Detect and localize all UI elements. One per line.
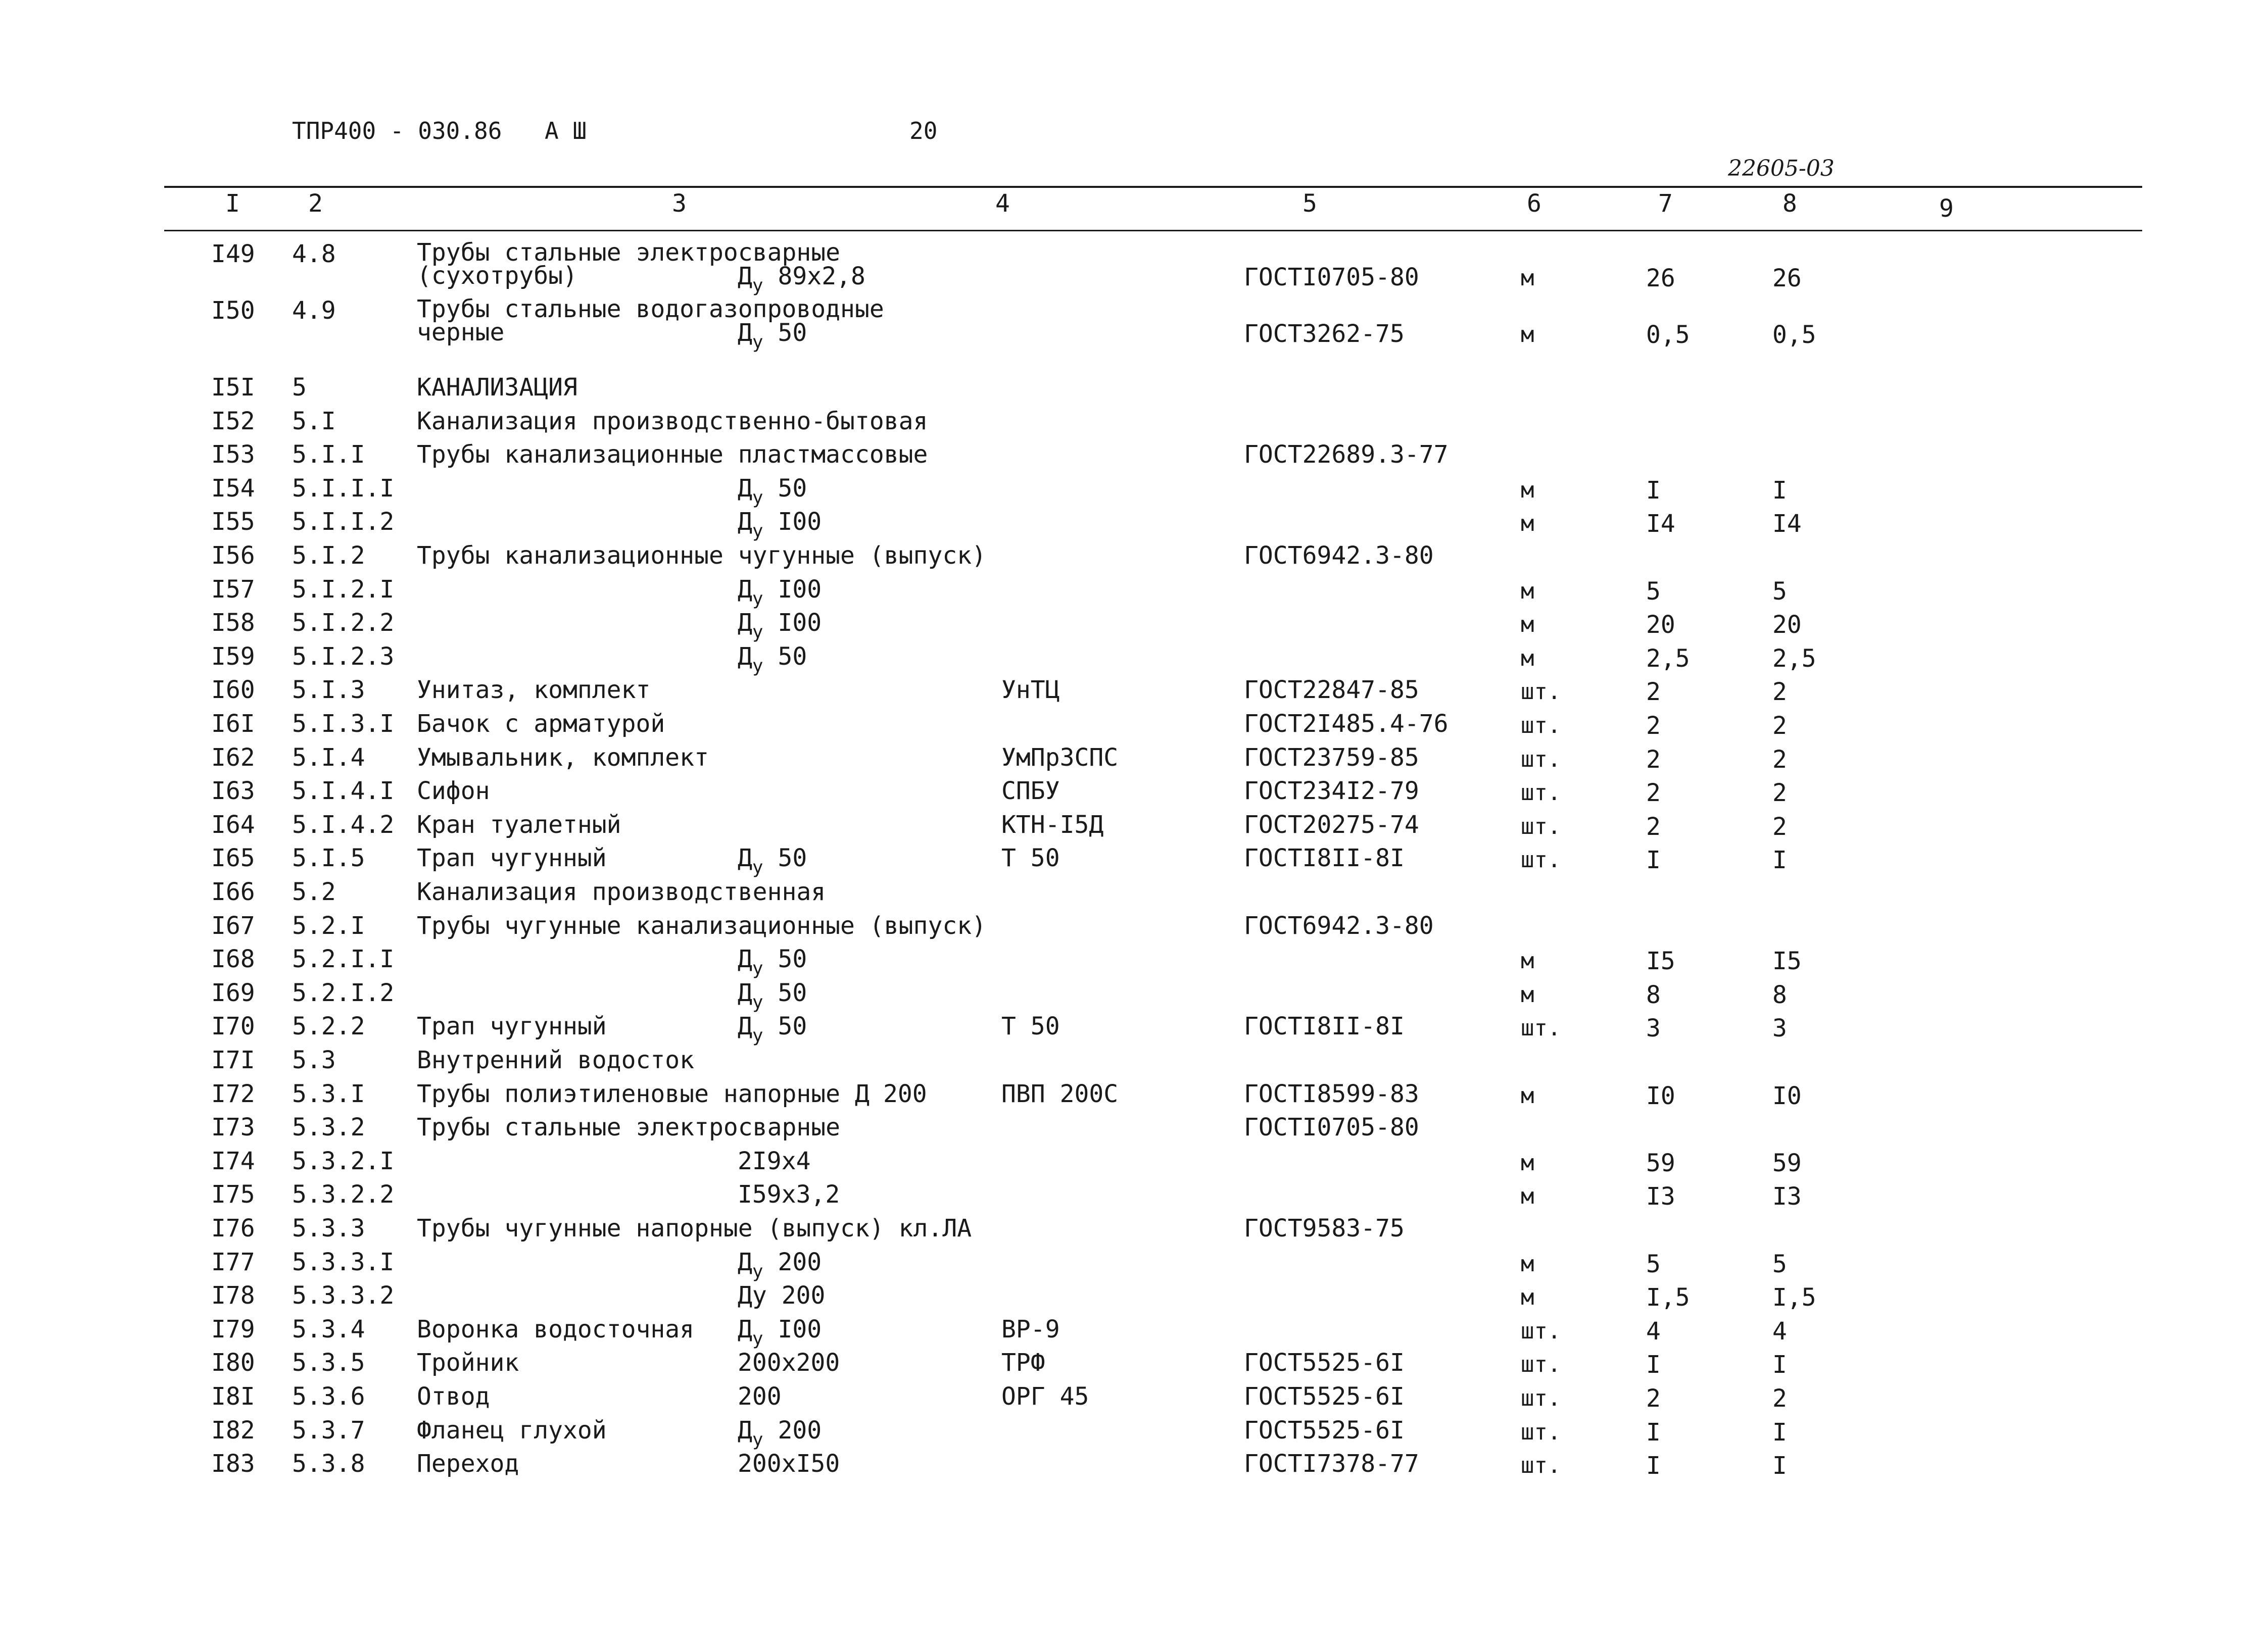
- position-code: 5.3.2: [292, 1113, 365, 1142]
- row-number: I77: [211, 1248, 255, 1276]
- gost-standard: ГОСТ20275-74: [1244, 810, 1419, 839]
- position-code: 4.8: [292, 240, 336, 268]
- qty-col8: 2: [1772, 779, 1787, 808]
- position-code: 5.2.I.I: [292, 945, 395, 974]
- qty-col7: 2: [1646, 712, 1661, 740]
- qty-col8: I4: [1772, 510, 1802, 538]
- qty-col7: I5: [1646, 947, 1675, 976]
- unit: м: [1521, 1150, 1534, 1176]
- qty-col8: 2: [1772, 812, 1787, 841]
- qty-col7: I: [1646, 476, 1661, 505]
- unit: шт.: [1521, 746, 1561, 772]
- unit: м: [1521, 1183, 1534, 1210]
- position-code: 5.3.4: [292, 1315, 365, 1344]
- qty-col8: I: [1772, 476, 1787, 505]
- qty-col8: I3: [1772, 1182, 1802, 1211]
- qty-col7: 5: [1646, 577, 1661, 606]
- item-name: Трубы чугунные канализационные (выпуск): [417, 911, 987, 940]
- qty-col8: 3: [1772, 1014, 1787, 1043]
- position-code: 5: [292, 373, 307, 402]
- position-code: 5.3.I: [292, 1079, 365, 1108]
- item-name: Отвод: [417, 1382, 490, 1411]
- gost-standard: ГОСТI7378-77: [1244, 1450, 1419, 1478]
- unit: м: [1521, 578, 1534, 604]
- unit: шт.: [1521, 713, 1561, 738]
- row-number: I59: [211, 642, 255, 671]
- table-row: [0, 812, 2268, 843]
- gost-standard: ГОСТ5525-6I: [1244, 1416, 1405, 1445]
- row-number: I58: [211, 609, 255, 637]
- gost-standard: ГОСТ22847-85: [1244, 676, 1419, 705]
- unit: м: [1521, 477, 1534, 503]
- item-name: Переход: [417, 1450, 519, 1478]
- table-row: [0, 1182, 2268, 1213]
- table-row: [0, 879, 2268, 911]
- qty-col8: 20: [1772, 611, 1802, 639]
- position-code: 5.I.I: [292, 440, 365, 469]
- album-label: А Ш: [545, 117, 587, 144]
- qty-col7: I0: [1646, 1081, 1675, 1110]
- qty-col7: 2,5: [1646, 644, 1690, 673]
- qty-col8: I5: [1772, 947, 1802, 976]
- diameter-label: $Д_у$ 89х2,8: [738, 262, 865, 296]
- position-code: 5.I.I.2: [292, 508, 395, 536]
- item-name: Трубы стальные электросварные (сухотрубы): [417, 238, 841, 290]
- table-row: [0, 1250, 2268, 1281]
- item-name: Умывальник, комплект: [417, 743, 709, 772]
- row-number: I7I: [211, 1046, 255, 1074]
- row-number: I8I: [211, 1382, 255, 1411]
- table-row: [0, 238, 2268, 296]
- unit: шт.: [1521, 780, 1561, 806]
- gost-standard: ГОСТ2I485.4-76: [1244, 710, 1449, 738]
- type-mark: УнТЦ: [1001, 676, 1060, 705]
- qty-col8: I: [1772, 1452, 1787, 1480]
- row-number: I65: [211, 844, 255, 873]
- row-number: I53: [211, 440, 255, 469]
- position-code: 5.2.I: [292, 911, 365, 940]
- col-header: 3: [672, 189, 687, 218]
- item-name: Трубы стальные водогазопроводные черные: [417, 295, 884, 346]
- table-row: [0, 577, 2268, 608]
- row-number: I63: [211, 777, 255, 806]
- position-code: 5.3.6: [292, 1382, 365, 1411]
- item-name: Канализация производственная: [417, 878, 826, 906]
- position-code: 5.3.2.I: [292, 1147, 395, 1175]
- table-row: [0, 1014, 2268, 1045]
- position-code: 5.I.2.I: [292, 575, 395, 604]
- diameter-label: $Д_у$ I00: [738, 575, 822, 609]
- item-name: Трап чугунный: [417, 844, 607, 873]
- gost-standard: ГОСТI0705-80: [1244, 1113, 1419, 1142]
- qty-col8: 0,5: [1772, 321, 1816, 349]
- item-name: Канализация производственно-бытовая: [417, 407, 928, 435]
- table-row: [0, 1283, 2268, 1314]
- position-code: 5.I.2.2: [292, 609, 395, 637]
- row-number: I55: [211, 508, 255, 536]
- diameter-label: $Д_у$ 50: [738, 1012, 807, 1047]
- table-row: [0, 1384, 2268, 1415]
- table-row: [0, 947, 2268, 978]
- gost-standard: ГОСТI8599-83: [1244, 1079, 1419, 1108]
- unit: шт.: [1521, 679, 1561, 705]
- diameter-label: $Д_у$ 50: [738, 319, 807, 353]
- table-row: [0, 1418, 2268, 1449]
- position-code: 5.I.4.I: [292, 777, 395, 806]
- qty-col7: 20: [1646, 611, 1675, 639]
- row-number: I80: [211, 1349, 255, 1377]
- item-name: Внутренний водосток: [417, 1046, 695, 1074]
- row-number: I78: [211, 1281, 255, 1310]
- item-name: КАНАЛИЗАЦИЯ: [417, 373, 577, 402]
- row-number: I72: [211, 1079, 255, 1108]
- col-header: 6: [1527, 189, 1541, 218]
- gost-standard: ГОСТ6942.3-80: [1244, 541, 1434, 570]
- header-bottom-rule: [164, 230, 2142, 231]
- qty-col8: I,5: [1772, 1283, 1816, 1312]
- row-number: I6I: [211, 710, 255, 738]
- position-code: 5.I: [292, 407, 336, 435]
- table-row: [0, 1216, 2268, 1247]
- table-row: [0, 980, 2268, 1012]
- qty-col8: I0: [1772, 1081, 1802, 1110]
- position-code: 5.3.7: [292, 1416, 365, 1445]
- qty-col7: I: [1646, 1351, 1661, 1379]
- unit: м: [1521, 948, 1534, 974]
- item-name: Бачок с арматурой: [417, 710, 665, 738]
- row-number: I83: [211, 1450, 255, 1478]
- item-name: Тройник: [417, 1349, 519, 1377]
- type-mark: ОРГ 45: [1001, 1382, 1089, 1411]
- qty-col8: 4: [1772, 1317, 1787, 1346]
- size-value: 200хI50: [738, 1450, 840, 1478]
- qty-col8: 5: [1772, 577, 1787, 606]
- position-code: 5.I.I.I: [292, 474, 395, 503]
- position-code: 4.9: [292, 296, 336, 325]
- row-number: I5I: [211, 373, 255, 402]
- qty-col8: 2: [1772, 712, 1787, 740]
- diameter-label: $Д_у$ 200: [738, 1248, 822, 1282]
- position-code: 5.3: [292, 1046, 336, 1074]
- col-header: I: [225, 189, 240, 218]
- qty-col7: 2: [1646, 678, 1661, 707]
- table-row: [0, 677, 2268, 709]
- col-header: 2: [308, 189, 323, 218]
- gost-standard: ГОСТ23759-85: [1244, 743, 1419, 772]
- position-code: 5.I.3.I: [292, 710, 395, 738]
- gost-standard: ГОСТ5525-6I: [1244, 1349, 1405, 1377]
- position-code: 5.I.5: [292, 844, 365, 873]
- table-row: [0, 644, 2268, 675]
- position-code: 5.I.4: [292, 743, 365, 772]
- qty-col7: 2: [1646, 745, 1661, 774]
- unit: шт.: [1521, 1453, 1561, 1479]
- qty-col7: 59: [1646, 1149, 1675, 1177]
- gost-standard: ГОСТI8II-8I: [1244, 1012, 1405, 1041]
- item-name: Трубы канализационные чугунные (выпуск): [417, 541, 987, 570]
- item-name: Трубы стальные электросварные: [417, 1113, 841, 1142]
- position-code: 5.3.5: [292, 1349, 365, 1377]
- type-mark: ТРФ: [1001, 1349, 1045, 1377]
- row-number: I62: [211, 743, 255, 772]
- table-row: [0, 409, 2268, 440]
- item-name: Воронка водосточная: [417, 1315, 695, 1344]
- gost-standard: ГОСТ3262-75: [1244, 320, 1405, 348]
- item-name: Унитаз, комплект: [417, 676, 651, 705]
- type-mark: КТН-I5Д: [1001, 810, 1104, 839]
- table-row: [0, 610, 2268, 641]
- qty-col8: 2: [1772, 678, 1787, 707]
- size-value: 2I9х4: [738, 1147, 811, 1175]
- type-mark: УмПрЗСПС: [1001, 743, 1119, 772]
- position-code: 5.3.3.I: [292, 1248, 395, 1276]
- row-number: I64: [211, 810, 255, 839]
- type-mark: ПВП 200С: [1001, 1079, 1119, 1108]
- unit: м: [1521, 1284, 1534, 1311]
- row-number: I57: [211, 575, 255, 604]
- type-mark: СПБУ: [1001, 777, 1060, 806]
- position-code: 5.3.3: [292, 1214, 365, 1243]
- qty-col7: I: [1646, 846, 1661, 875]
- table-row: [0, 509, 2268, 540]
- row-number: I67: [211, 911, 255, 940]
- qty-col7: 3: [1646, 1014, 1661, 1043]
- diameter-label: $Д_у$ I00: [738, 1315, 822, 1349]
- qty-col7: 2: [1646, 779, 1661, 808]
- row-number: I79: [211, 1315, 255, 1344]
- gost-standard: ГОСТ6942.3-80: [1244, 911, 1434, 940]
- row-number: I54: [211, 474, 255, 503]
- unit: шт.: [1521, 1352, 1561, 1378]
- qty-col7: 5: [1646, 1250, 1661, 1278]
- table-row: [0, 375, 2268, 406]
- size-value: Ду 200: [738, 1281, 826, 1310]
- row-number: I50: [211, 296, 255, 325]
- doc-code: ТПР400 - 030.86: [292, 117, 502, 144]
- size-value: I59х3,2: [738, 1180, 840, 1209]
- table-row: [0, 1317, 2268, 1348]
- table-row: [0, 543, 2268, 574]
- item-name: Сифон: [417, 777, 490, 806]
- table-row: [0, 778, 2268, 810]
- item-name: Трубы канализационные пластмассовые: [417, 440, 928, 469]
- header-top-rule: [164, 186, 2142, 188]
- unit: шт.: [1521, 1419, 1561, 1445]
- row-number: I52: [211, 407, 255, 435]
- page-number: 20: [909, 117, 938, 144]
- gost-standard: ГОСТ5525-6I: [1244, 1382, 1405, 1411]
- table-row: [0, 442, 2268, 473]
- diameter-label: $Д_у$ 50: [738, 844, 807, 878]
- col-header: 9: [1939, 194, 1954, 223]
- table-row: [0, 846, 2268, 877]
- col-header: 4: [995, 189, 1010, 218]
- row-number: I69: [211, 978, 255, 1007]
- position-code: 5.2: [292, 878, 336, 906]
- position-code: 5.2.I.2: [292, 978, 395, 1007]
- diameter-label: $Д_у$ 50: [738, 978, 807, 1013]
- row-number: I49: [211, 240, 255, 268]
- qty-col7: I4: [1646, 510, 1675, 538]
- table-row: [0, 1115, 2268, 1146]
- row-number: I70: [211, 1012, 255, 1041]
- unit: шт.: [1521, 813, 1561, 839]
- row-number: I82: [211, 1416, 255, 1445]
- qty-col7: I: [1646, 1418, 1661, 1447]
- diameter-label: $Д_у$ 50: [738, 474, 807, 508]
- qty-col8: 8: [1772, 980, 1787, 1009]
- table-row: [0, 745, 2268, 776]
- item-name: Трубы чугунные напорные (выпуск) кл.ЛА: [417, 1214, 972, 1243]
- table-row: [0, 1081, 2268, 1113]
- qty-col7: 2: [1646, 812, 1661, 841]
- handwritten-code: 22605-03: [1728, 156, 1835, 181]
- unit: м: [1521, 981, 1534, 1008]
- diameter-label: $Д_у$ 50: [738, 945, 807, 979]
- col-header: 7: [1658, 189, 1673, 218]
- unit: м: [1521, 645, 1534, 671]
- qty-col7: 26: [1646, 264, 1675, 292]
- gost-standard: ГОСТ234I2-79: [1244, 777, 1419, 806]
- type-mark: ВР-9: [1001, 1315, 1060, 1344]
- table-row: [0, 1350, 2268, 1381]
- row-number: I56: [211, 541, 255, 570]
- qty-col8: I: [1772, 846, 1787, 875]
- table-row: [0, 711, 2268, 742]
- diameter-label: $Д_у$ 50: [738, 642, 807, 676]
- gost-standard: ГОСТ22689.3-77: [1244, 440, 1449, 469]
- type-mark: Т 50: [1001, 1012, 1060, 1041]
- row-number: I74: [211, 1147, 255, 1175]
- position-code: 5.2.2: [292, 1012, 365, 1041]
- position-code: 5.3.3.2: [292, 1281, 395, 1310]
- gost-standard: ГОСТI8II-8I: [1244, 844, 1405, 873]
- diameter-label: $Д_у$ I00: [738, 508, 822, 542]
- qty-col8: I: [1772, 1418, 1787, 1447]
- unit: шт.: [1521, 1318, 1561, 1344]
- unit: м: [1521, 1251, 1534, 1277]
- size-value: 200: [883, 1079, 927, 1108]
- item-name: Трубы полиэтиленовые напорные Д: [417, 1079, 870, 1108]
- unit: м: [1521, 322, 1534, 347]
- qty-col7: I,5: [1646, 1283, 1690, 1312]
- position-code: 5.3.2.2: [292, 1180, 395, 1209]
- col-header: 8: [1782, 189, 1797, 218]
- diameter-label: $Д_у$ 200: [738, 1416, 822, 1450]
- unit: м: [1521, 612, 1534, 638]
- table-row: [0, 295, 2268, 353]
- qty-col8: 59: [1772, 1149, 1802, 1177]
- row-number: I68: [211, 945, 255, 974]
- qty-col7: I3: [1646, 1182, 1675, 1211]
- row-number: I75: [211, 1180, 255, 1209]
- diameter-label: $Д_у$ I00: [738, 609, 822, 643]
- qty-col7: 8: [1646, 980, 1661, 1009]
- unit: шт.: [1521, 1385, 1561, 1411]
- size-value: 200: [738, 1382, 782, 1411]
- qty-col8: 5: [1772, 1250, 1787, 1278]
- gost-standard: ГОСТI0705-80: [1244, 263, 1419, 291]
- qty-col8: 2,5: [1772, 644, 1816, 673]
- position-code: 5.I.2.3: [292, 642, 395, 671]
- table-row: [0, 913, 2268, 945]
- size-value: 200х200: [738, 1349, 840, 1377]
- unit: шт.: [1521, 1015, 1561, 1041]
- qty-col8: 2: [1772, 745, 1787, 774]
- position-code: 5.I.3: [292, 676, 365, 705]
- gost-standard: ГОСТ9583-75: [1244, 1214, 1405, 1243]
- table-row: [0, 1451, 2268, 1482]
- position-code: 5.I.4.2: [292, 810, 395, 839]
- row-number: I66: [211, 878, 255, 906]
- qty-col8: I: [1772, 1351, 1787, 1379]
- position-code: 5.I.2: [292, 541, 365, 570]
- table-row: [0, 1048, 2268, 1079]
- qty-col8: 26: [1772, 264, 1802, 292]
- unit: шт.: [1521, 847, 1561, 873]
- type-mark: Т 50: [1001, 844, 1060, 873]
- qty-col7: I: [1646, 1452, 1661, 1480]
- unit: м: [1521, 511, 1534, 537]
- item-name: Трап чугунный: [417, 1012, 607, 1041]
- position-code: 5.3.8: [292, 1450, 365, 1478]
- qty-col8: 2: [1772, 1384, 1787, 1413]
- row-number: I76: [211, 1214, 255, 1243]
- qty-col7: 2: [1646, 1384, 1661, 1413]
- unit: м: [1521, 265, 1534, 291]
- unit: м: [1521, 1082, 1534, 1109]
- table-row: [0, 476, 2268, 507]
- item-name: Фланец глухой: [417, 1416, 607, 1445]
- table-row: [0, 1149, 2268, 1180]
- qty-col7: 0,5: [1646, 321, 1690, 349]
- col-header: 5: [1302, 189, 1317, 218]
- row-number: I60: [211, 676, 255, 705]
- item-name: Кран туалетный: [417, 810, 621, 839]
- qty-col7: 4: [1646, 1317, 1661, 1346]
- row-number: I73: [211, 1113, 255, 1142]
